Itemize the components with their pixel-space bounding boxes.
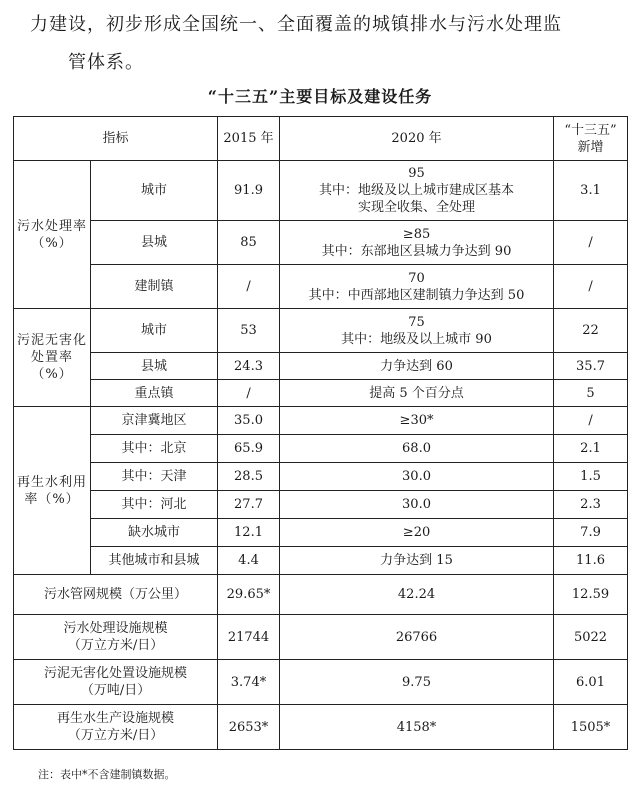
table-row [14, 519, 628, 547]
cell-2015: 85 [218, 221, 280, 265]
cell-2020-line-1: ≥85 [402, 226, 431, 242]
intro-line-1: 力建设，初步形成全国统一、全面覆盖的城镇排水与污水处理监 [30, 14, 562, 35]
table-footnote: 注：表中*不含建制镇数据。 [38, 768, 176, 781]
table-row [14, 660, 628, 705]
row-sub-label: 建制镇 [91, 265, 218, 309]
cell-2015: 91.9 [218, 161, 280, 221]
header-added-line-2: 新增 [577, 139, 604, 155]
cell-2015: 12.1 [218, 519, 280, 547]
row-sub-label: 其中：天津 [91, 463, 218, 491]
group-label-sludge-rate: 污泥无害化处置率（%） [14, 309, 91, 407]
cell-added: 2.1 [554, 435, 628, 463]
row-label-line-1: 再生水生产设施规模 [57, 711, 175, 726]
cell-added: / [554, 407, 628, 435]
cell-2020-line-2: 其中：东部地区县城力争达到 90 [321, 243, 512, 259]
row-label [14, 660, 218, 705]
table-row [14, 407, 628, 435]
row-sub-label: 县城 [91, 221, 218, 265]
cell-2015: 24.3 [218, 353, 280, 380]
cell-2020: 26766 [280, 615, 554, 660]
cell-added: 7.9 [554, 519, 628, 547]
row-label-line-1: 污水处理设施规模 [63, 621, 168, 636]
row-label-line-2: （万立方米/日） [67, 728, 164, 743]
row-sub-label: 其他城市和县城 [91, 547, 218, 575]
cell-2015: 29.65* [218, 575, 280, 615]
cell-added: 6.01 [554, 660, 628, 705]
cell-2015: 65.9 [218, 435, 280, 463]
cell-2020: 4158* [280, 705, 554, 750]
cell-2020-line-1: 70 [408, 270, 425, 286]
cell-added: 11.6 [554, 547, 628, 575]
cell-2020-line-2: 其中：中西部地区建制镇力争达到 50 [308, 287, 525, 303]
cell-added: / [554, 265, 628, 309]
cell-2020: ≥30* [280, 407, 554, 435]
row-label-line-2: （万立方米/日） [67, 638, 164, 653]
row-sub-label: 城市 [91, 309, 218, 353]
cell-2015: 3.74* [218, 660, 280, 705]
table-row [14, 380, 628, 407]
cell-added: 5 [554, 380, 628, 407]
cell-added: 1505* [554, 705, 628, 750]
cell-2020 [280, 309, 554, 353]
cell-2015: / [218, 265, 280, 309]
cell-added: 12.59 [554, 575, 628, 615]
cell-2020: 提高 5 个百分点 [280, 380, 554, 407]
cell-2015: 21744 [218, 615, 280, 660]
row-label [14, 615, 218, 660]
table-row [14, 491, 628, 519]
cell-2020: 30.0 [280, 491, 554, 519]
cell-2020: ≥20 [280, 519, 554, 547]
cell-2015: 4.4 [218, 547, 280, 575]
table-row [14, 309, 628, 353]
header-2020: 2020 年 [280, 117, 554, 161]
row-label [14, 705, 218, 750]
intro-paragraph [30, 6, 620, 82]
header-indicator: 指标 [14, 117, 218, 161]
cell-2020: 力争达到 15 [280, 547, 554, 575]
cell-2015: 28.5 [218, 463, 280, 491]
table-row [14, 265, 628, 309]
row-label-line-1: 污泥无害化处置设施规模 [44, 666, 188, 681]
group-label-sewage-rate: 污水处理率（%） [14, 161, 91, 309]
cell-2020: 68.0 [280, 435, 554, 463]
cell-2015: 27.7 [218, 491, 280, 519]
cell-2020-line-1: 75 [408, 314, 425, 330]
intro-line-2: 管体系。 [68, 52, 144, 73]
cell-added: 22 [554, 309, 628, 353]
cell-2020 [280, 221, 554, 265]
row-label-line-2: （万吨/日） [80, 683, 151, 698]
table-row [14, 575, 628, 615]
cell-2020: 42.24 [280, 575, 554, 615]
table-row [14, 353, 628, 380]
table-row [14, 221, 628, 265]
cell-added: 3.1 [554, 161, 628, 221]
targets-table [13, 116, 628, 750]
table-title: “十三五”主要目标及建设任务 [207, 87, 433, 106]
table-row [14, 547, 628, 575]
row-sub-label: 其中：北京 [91, 435, 218, 463]
cell-2015: 35.0 [218, 407, 280, 435]
table-row [14, 615, 628, 660]
cell-added: 35.7 [554, 353, 628, 380]
cell-2015: / [218, 380, 280, 407]
cell-added: 5022 [554, 615, 628, 660]
cell-2020-line-1: 95 [408, 166, 425, 181]
cell-2020-line-2: 其中：地级及以上城市 90 [341, 331, 492, 347]
table-row [14, 463, 628, 491]
row-sub-label: 京津冀地区 [91, 407, 218, 435]
row-sub-label: 重点镇 [91, 380, 218, 407]
cell-2020: 力争达到 60 [280, 353, 554, 380]
row-sub-label: 城市 [91, 161, 218, 221]
cell-2020 [280, 265, 554, 309]
cell-added: / [554, 221, 628, 265]
header-added-line-1: “十三五” [564, 122, 617, 138]
cell-2020 [280, 161, 554, 221]
cell-added: 1.5 [554, 463, 628, 491]
header-row [14, 117, 628, 161]
header-added [554, 117, 628, 161]
cell-added: 2.3 [554, 491, 628, 519]
row-sub-label: 其中：河北 [91, 491, 218, 519]
cell-2020: 9.75 [280, 660, 554, 705]
row-sub-label: 县城 [91, 353, 218, 380]
cell-2020: 30.0 [280, 463, 554, 491]
row-sub-label: 缺水城市 [91, 519, 218, 547]
table-row [14, 705, 628, 750]
cell-2015: 2653* [218, 705, 280, 750]
table-row [14, 161, 628, 221]
table-row [14, 435, 628, 463]
row-label: 污水管网规模（万公里） [14, 575, 218, 615]
header-2015: 2015 年 [218, 117, 280, 161]
group-label-reuse-rate: 再生水利用率（%） [14, 407, 91, 575]
cell-2020-line-2: 其中：地级及以上城市建成区基本 [319, 183, 515, 198]
cell-2020-line-3: 实现全收集、全处理 [358, 200, 476, 215]
cell-2015: 53 [218, 309, 280, 353]
